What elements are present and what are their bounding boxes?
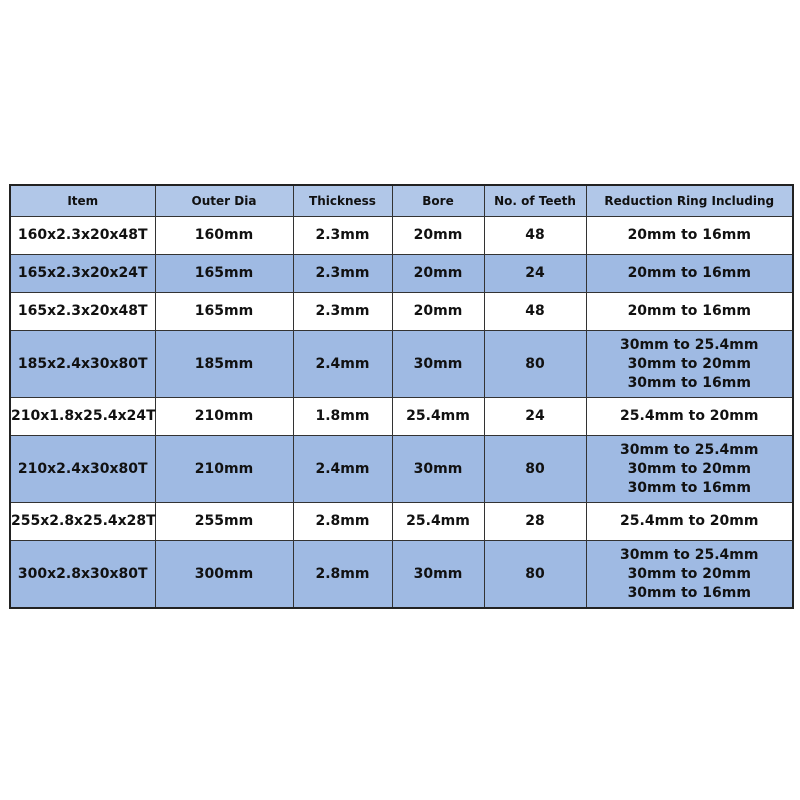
teeth-cell: 28 [484,503,586,541]
item-cell: 160x2.3x20x48T [10,217,155,255]
outer-dia-cell: 210mm [155,398,293,436]
header-reduction-ring: Reduction Ring Including [586,185,793,217]
table-row [10,331,793,398]
item-cell: 210x1.8x25.4x24T [10,398,155,436]
outer-dia-cell: 165mm [155,293,293,331]
table-row [10,503,793,541]
header-item: Item [10,185,155,217]
teeth-cell: 80 [484,331,586,398]
bore-cell: 20mm [392,293,484,331]
thickness-cell: 2.4mm [293,331,392,398]
item-cell: 255x2.8x25.4x28T [10,503,155,541]
bore-cell: 30mm [392,331,484,398]
teeth-cell: 48 [484,293,586,331]
item-cell: 185x2.4x30x80T [10,331,155,398]
reduction-ring-cell [586,255,793,293]
header-bore: Bore [392,185,484,217]
teeth-cell: 80 [484,436,586,503]
thickness-cell: 2.4mm [293,436,392,503]
reduction-ring-cell [586,541,793,609]
reduction-ring-cell [586,217,793,255]
thickness-cell: 2.3mm [293,217,392,255]
reduction-ring-line: 30mm to 25.4mm [620,441,759,458]
table-row [10,293,793,331]
saw-blade-spec-table [9,184,794,609]
teeth-cell: 24 [484,255,586,293]
outer-dia-cell: 160mm [155,217,293,255]
item-cell: 165x2.3x20x48T [10,293,155,331]
thickness-cell: 2.8mm [293,503,392,541]
table-row [10,255,793,293]
bore-cell: 25.4mm [392,398,484,436]
reduction-ring-cell [586,436,793,503]
table-row [10,398,793,436]
table-row [10,541,793,609]
outer-dia-cell: 300mm [155,541,293,609]
outer-dia-cell: 165mm [155,255,293,293]
bore-cell: 30mm [392,541,484,609]
item-cell: 210x2.4x30x80T [10,436,155,503]
reduction-ring-line: 30mm to 16mm [627,374,751,391]
outer-dia-cell: 210mm [155,436,293,503]
header-no-of-teeth: No. of Teeth [484,185,586,217]
thickness-cell: 2.3mm [293,255,392,293]
reduction-ring-line: 30mm to 16mm [627,479,751,496]
table-body [10,217,793,609]
table-row [10,436,793,503]
reduction-ring-line: 30mm to 20mm [627,355,751,372]
reduction-ring-line: 20mm to 16mm [627,265,751,281]
reduction-ring-line: 20mm to 16mm [627,227,751,243]
outer-dia-cell: 185mm [155,331,293,398]
table-header-row [10,185,793,217]
item-cell: 300x2.8x30x80T [10,541,155,609]
reduction-ring-cell [586,503,793,541]
reduction-ring-line: 30mm to 20mm [627,460,751,477]
reduction-ring-line: 25.4mm to 20mm [620,408,759,424]
reduction-ring-line: 25.4mm to 20mm [620,513,759,529]
bore-cell: 20mm [392,217,484,255]
outer-dia-cell: 255mm [155,503,293,541]
header-outer-dia: Outer Dia [155,185,293,217]
reduction-ring-line: 30mm to 25.4mm [620,336,759,353]
reduction-ring-cell [586,398,793,436]
thickness-cell: 2.3mm [293,293,392,331]
reduction-ring-line: 30mm to 20mm [627,565,751,582]
teeth-cell: 24 [484,398,586,436]
thickness-cell: 2.8mm [293,541,392,609]
header-thickness: Thickness [293,185,392,217]
item-cell: 165x2.3x20x24T [10,255,155,293]
bore-cell: 20mm [392,255,484,293]
reduction-ring-line: 30mm to 16mm [627,584,751,601]
table-row [10,217,793,255]
thickness-cell: 1.8mm [293,398,392,436]
bore-cell: 30mm [392,436,484,503]
bore-cell: 25.4mm [392,503,484,541]
reduction-ring-cell [586,293,793,331]
teeth-cell: 48 [484,217,586,255]
spec-table-container [9,184,792,609]
teeth-cell: 80 [484,541,586,609]
reduction-ring-cell [586,331,793,398]
reduction-ring-line: 20mm to 16mm [627,303,751,319]
reduction-ring-line: 30mm to 25.4mm [620,546,759,563]
